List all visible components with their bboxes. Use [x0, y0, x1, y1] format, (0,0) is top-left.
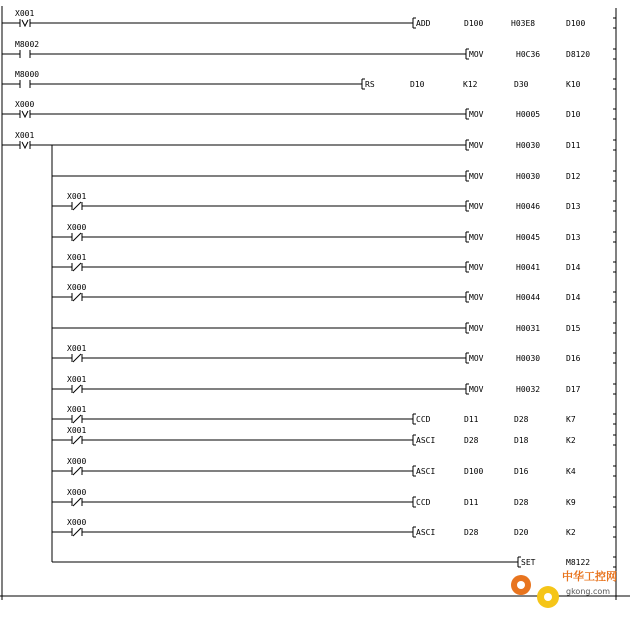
instruction-mnemonic: MOV: [469, 172, 484, 181]
ladder-rung[interactable]: [52, 344, 616, 363]
instruction-mnemonic: ASCI: [416, 528, 436, 537]
instruction-operand: M8122: [566, 558, 591, 567]
ladder-rung[interactable]: [52, 283, 616, 302]
instruction-block[interactable]: [413, 527, 616, 537]
contact-pulse[interactable]: [15, 131, 34, 149]
instruction-operand: D28: [464, 528, 479, 537]
ladder-rung[interactable]: [52, 253, 616, 272]
contact-pulse[interactable]: [15, 100, 34, 118]
instruction-operand: D16: [566, 354, 581, 363]
instruction-block[interactable]: [466, 353, 616, 363]
ladder-rung[interactable]: [2, 9, 616, 28]
contact-nc[interactable]: [67, 375, 86, 393]
instruction-operand: D11: [566, 141, 581, 150]
instruction-operand: D20: [514, 528, 529, 537]
instruction-operand: H0031: [516, 324, 541, 333]
contact-label: X001: [67, 375, 87, 384]
instruction-operand: D16: [514, 467, 529, 476]
instruction-operand: H0030: [516, 354, 541, 363]
instruction-operand: D17: [566, 385, 581, 394]
ladder-rung[interactable]: [52, 488, 616, 507]
instruction-operand: H0030: [516, 141, 541, 150]
contact-slash: [73, 436, 81, 444]
contact-label: X000: [67, 488, 87, 497]
contact-nc[interactable]: [67, 488, 86, 506]
instruction-block[interactable]: [466, 171, 616, 181]
instruction-block[interactable]: [466, 201, 616, 211]
instruction-operand: H0005: [516, 110, 541, 119]
instruction-block[interactable]: [413, 18, 616, 28]
contact-slash: [73, 354, 81, 362]
instruction-mnemonic: RS: [365, 80, 375, 89]
contact-nc[interactable]: [67, 223, 86, 241]
contact-label: X001: [15, 131, 35, 140]
contact-label: M8002: [15, 40, 40, 49]
contact-label: X000: [67, 223, 87, 232]
contact-slash: [73, 498, 81, 506]
contact-nc[interactable]: [67, 253, 86, 271]
instruction-mnemonic: ASCI: [416, 467, 436, 476]
instruction-operand: D18: [514, 436, 529, 445]
instruction-operand: D100: [464, 19, 484, 28]
instruction-operand: D13: [566, 233, 581, 242]
pulse-arrow-icon: [22, 20, 28, 26]
instruction-operand: D12: [566, 172, 581, 181]
instruction-operand: D14: [566, 263, 581, 272]
contact-nc[interactable]: [67, 405, 86, 423]
instruction-operand: D30: [514, 80, 529, 89]
instruction-operand: D15: [566, 324, 581, 333]
contact-label: X000: [67, 518, 87, 527]
ladder-rung[interactable]: [52, 557, 616, 567]
ladder-rung[interactable]: [52, 405, 616, 424]
instruction-block[interactable]: [466, 292, 616, 302]
contact-label: X001: [67, 405, 87, 414]
ladder-rung[interactable]: [2, 131, 616, 150]
instruction-operand: D14: [566, 293, 581, 302]
ladder-rung[interactable]: [52, 323, 616, 333]
instruction-operand: D11: [464, 415, 479, 424]
instruction-mnemonic: MOV: [469, 233, 484, 242]
instruction-block[interactable]: [466, 49, 616, 59]
instruction-operand: D8120: [566, 50, 591, 59]
instruction-mnemonic: MOV: [469, 110, 484, 119]
contact-label: X000: [67, 283, 87, 292]
instruction-operand: K7: [566, 415, 576, 424]
contact-label: X000: [15, 100, 35, 109]
instruction-mnemonic: MOV: [469, 324, 484, 333]
contact-slash: [73, 233, 81, 241]
contact-label: M8000: [15, 70, 40, 79]
contact-slash: [73, 202, 81, 210]
instruction-block[interactable]: [413, 497, 616, 507]
contact-label: X001: [67, 344, 87, 353]
instruction-operand: D11: [464, 498, 479, 507]
ladder-rung[interactable]: [52, 223, 616, 242]
contact-no[interactable]: [15, 40, 39, 58]
contact-pulse[interactable]: [15, 9, 34, 27]
ladder-rung[interactable]: [52, 375, 616, 394]
ladder-rung[interactable]: [2, 70, 616, 89]
instruction-operand: H0C36: [516, 50, 541, 59]
instruction-block[interactable]: [466, 140, 616, 150]
instruction-mnemonic: MOV: [469, 354, 484, 363]
instruction-mnemonic: SET: [521, 558, 536, 567]
contact-label: X001: [67, 426, 87, 435]
instruction-operand: D10: [410, 80, 425, 89]
instruction-operand: H03E8: [511, 19, 536, 28]
instruction-operand: K4: [566, 467, 576, 476]
instruction-operand: K10: [566, 80, 581, 89]
contact-slash: [73, 467, 81, 475]
instruction-operand: K9: [566, 498, 576, 507]
instruction-operand: D100: [464, 467, 484, 476]
instruction-operand: D28: [514, 415, 529, 424]
ladder-rung[interactable]: [2, 100, 616, 119]
instruction-block[interactable]: [362, 79, 616, 89]
instruction-operand: H0044: [516, 293, 541, 302]
instruction-operand: D28: [464, 436, 479, 445]
instruction-mnemonic: MOV: [469, 293, 484, 302]
instruction-mnemonic: ADD: [416, 19, 431, 28]
instruction-block[interactable]: [413, 435, 616, 445]
contact-label: X001: [15, 9, 35, 18]
contact-nc[interactable]: [67, 192, 86, 210]
contact-slash: [73, 385, 81, 393]
instruction-mnemonic: CCD: [416, 415, 431, 424]
instruction-operand: H0032: [516, 385, 541, 394]
instruction-operand: D10: [566, 110, 581, 119]
instruction-operand: K2: [566, 528, 576, 537]
contact-slash: [73, 293, 81, 301]
ladder-rung[interactable]: [52, 426, 616, 445]
pulse-arrow-icon: [22, 142, 28, 148]
instruction-block[interactable]: [413, 466, 616, 476]
instruction-operand: D13: [566, 202, 581, 211]
contact-label: X001: [67, 192, 87, 201]
instruction-block[interactable]: [466, 232, 616, 242]
instruction-mnemonic: MOV: [469, 50, 484, 59]
instruction-operand: D100: [566, 19, 586, 28]
instruction-mnemonic: ASCI: [416, 436, 436, 445]
instruction-block[interactable]: [413, 414, 616, 424]
watermark-url: gkong.com: [566, 587, 611, 596]
instruction-operand: H0030: [516, 172, 541, 181]
instruction-operand: K12: [463, 80, 478, 89]
pulse-arrow-icon: [22, 111, 28, 117]
watermark: [511, 569, 617, 608]
ladder-rung[interactable]: [2, 40, 616, 59]
ladder-rung[interactable]: [52, 171, 616, 181]
contact-nc[interactable]: [67, 344, 86, 362]
instruction-operand: H0046: [516, 202, 541, 211]
instruction-operand: D28: [514, 498, 529, 507]
instruction-mnemonic: MOV: [469, 263, 484, 272]
contact-label: X000: [67, 457, 87, 466]
instruction-operand: H0041: [516, 263, 541, 272]
contact-slash: [73, 263, 81, 271]
instruction-block[interactable]: [466, 109, 616, 119]
instruction-mnemonic: MOV: [469, 141, 484, 150]
contact-slash: [73, 528, 81, 536]
contact-nc[interactable]: [67, 283, 86, 301]
instruction-block[interactable]: [518, 557, 616, 567]
instruction-block[interactable]: [466, 323, 616, 333]
instruction-operand: H0045: [516, 233, 541, 242]
watermark-brand: 中华工控网: [562, 570, 617, 583]
ladder-rung[interactable]: [52, 518, 616, 537]
instruction-operand: K2: [566, 436, 576, 445]
instruction-block[interactable]: [466, 262, 616, 272]
contact-slash: [73, 415, 81, 423]
contact-nc[interactable]: [67, 518, 86, 536]
instruction-mnemonic: MOV: [469, 202, 484, 211]
instruction-mnemonic: MOV: [469, 385, 484, 394]
gear-logo-icon: [511, 575, 559, 608]
contact-nc[interactable]: [67, 426, 86, 444]
contact-nc[interactable]: [67, 457, 86, 475]
contact-no[interactable]: [15, 70, 39, 88]
ladder-rung[interactable]: [52, 457, 616, 476]
contact-label: X001: [67, 253, 87, 262]
ladder-rung[interactable]: [52, 192, 616, 211]
instruction-block[interactable]: [466, 384, 616, 394]
instruction-mnemonic: CCD: [416, 498, 431, 507]
